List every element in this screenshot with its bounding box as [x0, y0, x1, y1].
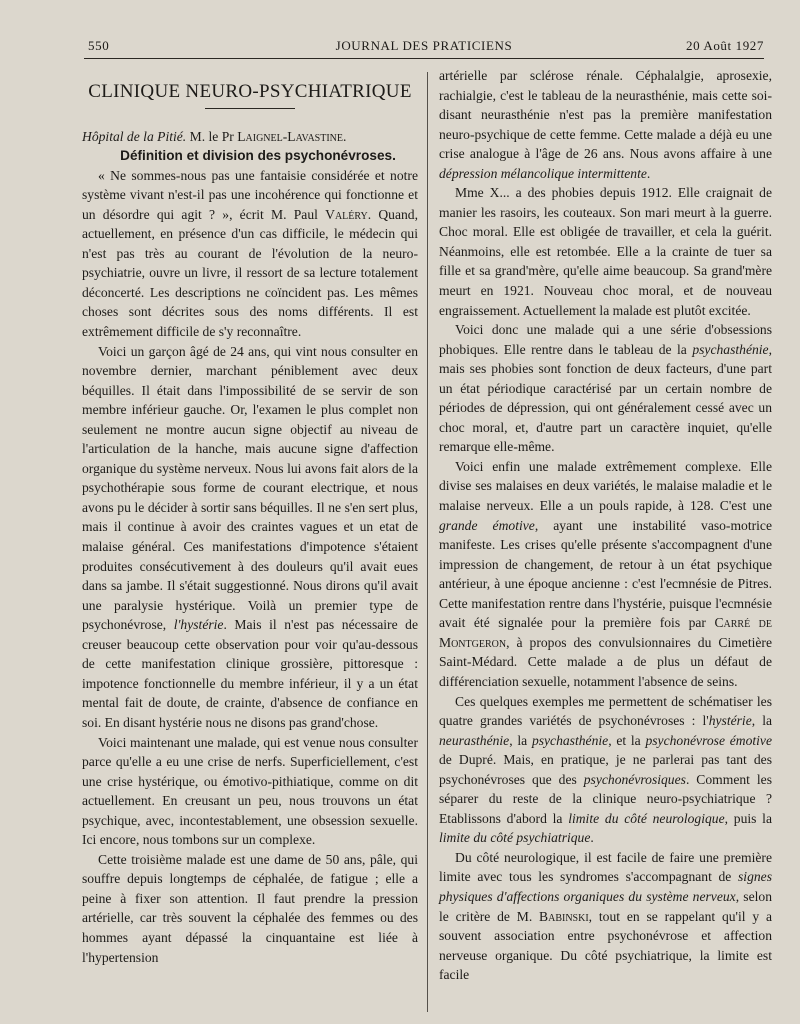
- doctor-title: Pr: [221, 128, 234, 144]
- paragraph: Voici enfin une malade extrêmement complexe. Elle divise ses malaises en deux variétés, le malaise maladie et le malaise nerveux. Elle a un pouls rapide, à 128. C'est une grande émotive, ayant une instabilité vaso-motrice manifeste. Les crises qu'elle présente s'accompagnent d'une impression de changement, de retour à un état psychique antérieur, à une époque ancienne : c'est l'ecmnésie de Pitres. Cette manifestation rentre dans l'hystérie, puisque l'ecmnésie avait été signalée pour la première fois par Carré de Montgeron, à propos des convulsionnaires du Cimetière Saint-Médard. Cette malade a de plus un défaut de différenciation sexuelle, notamment l'absence de seins.: [439, 458, 773, 689]
- doctor-name: Laignel-Lavastine.: [237, 128, 347, 144]
- page-number: 550: [88, 38, 110, 53]
- journal-title: JOURNAL DES PRATICIENS: [335, 38, 513, 53]
- paragraph: Ces quelques exemples me permettent de schématiser les quatre grandes variétés de psychonévroses : l'hystérie, la neurasthénie, la psychasthénie, et la psychonévrose émotive de Dupré. Mais, en pratique, je ne parlerai pas tant des psychonévroses que des psychonévrosiques. Comment les séparer du reste de la clinique neuro-psychiatrique ? Etablissons d'abord la limite du côté neurologique, puis la limite du côté psychiatrique.: [439, 693, 773, 846]
- subheading: Définition et division des psychonévroses.: [120, 148, 396, 164]
- paragraph: artérielle par sclérose rénale. Céphalalgie, aprosexie, rachialgie, c'est le tableau de la neurasthénie, mais cette soi-disant neurasthénie n'est pas la première manifestation neuro-psychique de cette femme. Cette malade a déjà eu une crise analogue à l'âge de 26 ans. Nous avons affaire à une dépression mélancolique intermittente.: [439, 68, 772, 181]
- hospital-name: Hôpital de la Pitié.: [82, 128, 187, 144]
- left-column: [82, 66, 418, 967]
- right-column: [439, 66, 772, 985]
- paragraph: « Ne sommes-nous pas une fantaisie considérée et notre système vivant n'est-il pas une incohérence qui fonctionne et un désordre qui agit ? », écrit M. Paul Valéry. Quand, actuellement, en présence d'un cas difficile, le médecin qui n'est pas très au courant de l'évolution de la neuro-psychiatrie, ouvre un livre, il ressort de sa lecture totalement déconcerté. Les descriptions ne coïncident pas. Les mêmes choses sont décrites sous des noms différents. Il est extrêmement difficile de s'y reconnaître.: [82, 167, 419, 340]
- author-name: Babinski: [539, 908, 589, 924]
- paragraph: Mme X... a des phobies depuis 1912. Elle craignait de manier les rasoirs, les couteaux. Son mari meurt à la guerre. Choc moral. Elle est obligée de travailler, et cela la guérit. Néanmoins, elle est retombée. Elle a la crainte de tuer sa fille et sa grand'mère, qu'elle aime beaucoup. Sa grand'mère meurt en 1921. Nouveau choc moral, et de nouveau engraissement. Actuellement la malade est plutôt excitée.: [439, 185, 772, 318]
- paragraph: Voici un garçon âgé de 24 ans, qui vint nous consulter en novembre dernier, marchant péniblement avec deux béquilles. Il était dans l'impossibilité de se servir de son membre inférieur gauche. Or, l'examen le plus complet non seulement ne montre aucun signe objectif au niveau de l'articulation de la hanche, mais aucune signe d'affection organique du système nerveux. Nous lui avons fait alors de la psychothérapie sous forme de courant electrique, et nous avons pu le décider à sortir sans béquilles. Il ne s'en sert plus, mais il continue à avoir des craintes vagues et un etat de malaise général. Ces manifestations d'impotence s'étaient produites consécutivement à des douleurs qu'il avait eues dans sa jambe. Il s'était suggestionné. Nous dirons qu'il avait une paralysie hystérique. Voilà un premier type de psychonévrose, l'hystérie. Mais il n'est pas nécessaire de creuser beaucoup cette observation pour voir qu'au-dessous de cette manifestation clinique grossière, pittoresque : impotence fonctionnelle du membre inférieur, il y a un état mental fait de doute, de crainte, d'absence de confiance en soi. En disant hystérie nous ne disons pas grand'chose.: [82, 343, 418, 730]
- paragraph: Voici donc une malade qui a une série d'obsessions phobiques. Elle rentre dans le tableau de la psychasthénie, mais ses phobies sont fonction de deux facteurs, d'une part un état périodique caractérisé par un certain nombre de périodes de dépression, qui ont généralement cessé avec un choc moral, et, d'autre part un caractère inquiet, qu'elle remarque elle-même.: [439, 322, 772, 455]
- author-name: Carré de Montgeron: [439, 615, 773, 650]
- paragraph: Cette troisième malade est une dame de 50 ans, pâle, qui souffre depuis longtemps de céphalée, de fatigue ; elle a peine à fixer son attention. Il faut prendre la pression artérielle, car très souvent la céphalée des femmes ou des hommes ayant dépassé la cinquantaine est liée à l'hypertension: [82, 851, 418, 965]
- paragraph: Du côté neurologique, il est facile de faire une première limite avec tous les syndromes s'accompagnant de signes physiques d'affections organiques du système nerveux, selon le critère de M. Babinski, tout en se rappelant qu'il y a souvent association entre psychonévrose et affection nerveuse organique. Du côté psychiatrique, la limite est facile: [439, 849, 772, 983]
- byline: [82, 127, 418, 147]
- running-head: [84, 36, 764, 58]
- column-divider: [427, 72, 428, 1012]
- paragraph: Voici maintenant une malade, qui est venue nous consulter parce qu'elle a eu une crise de nerfs. Superficiellement, c'est une crise hystérique, ou émotivo-pithiatique, comme on dit actuellement. En creusant un peu, nous trouvons un état psychique, avec, incontestablement, une obsession sexuelle. Ici encore, nous tombons sur un complexe.: [82, 734, 418, 848]
- issue-date: 20 Août 1927: [686, 38, 764, 53]
- header-rule: [84, 58, 764, 59]
- author-name: Valéry: [325, 206, 368, 222]
- title-rule: [205, 108, 295, 109]
- doctor-prefix: M. le: [189, 128, 219, 144]
- section-title: CLINIQUE NEURO-PSYCHIATRIQUE: [88, 81, 412, 102]
